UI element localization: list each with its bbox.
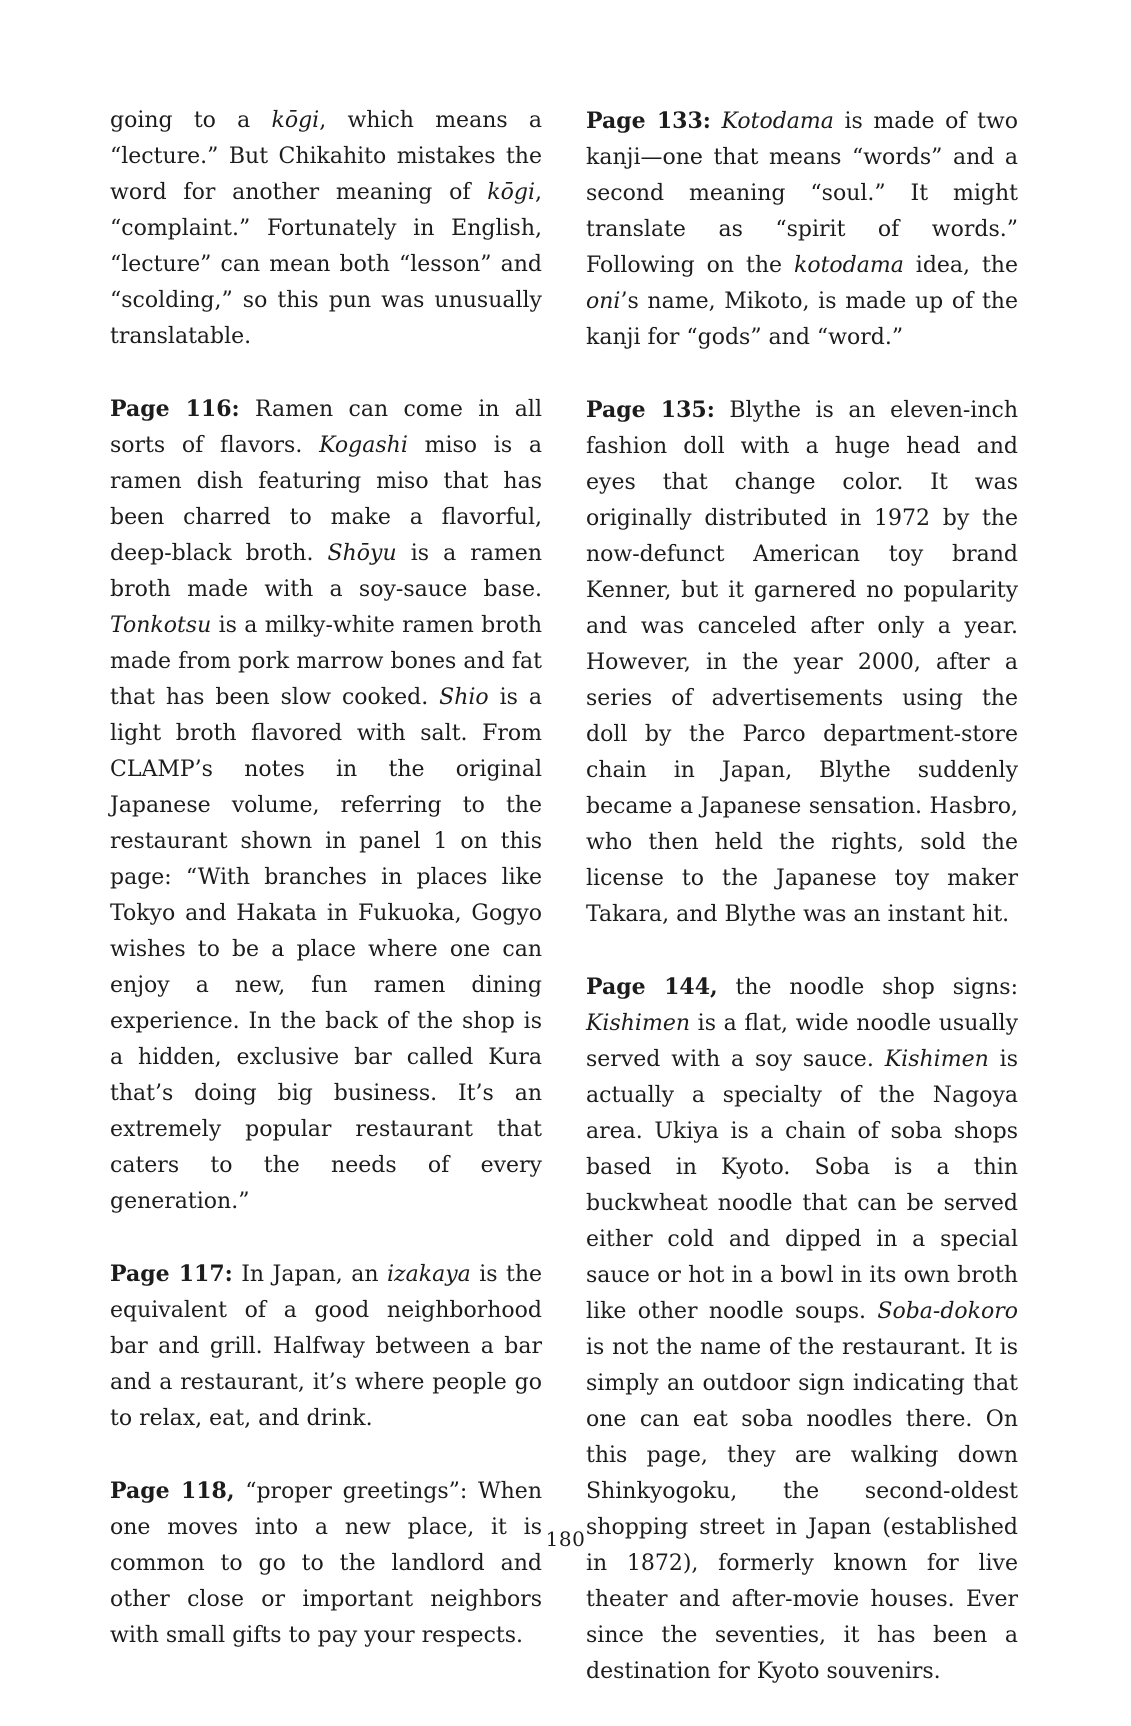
note-text: is a ramen broth made with a soy-sauce base. bbox=[110, 541, 542, 602]
italic-term: oni bbox=[586, 289, 621, 314]
note-page-144 bbox=[586, 969, 1018, 1690]
note-text: In Japan, an bbox=[232, 1262, 387, 1287]
note-text: the noodle shop signs: bbox=[717, 975, 1018, 1000]
note-heading: Page 117: bbox=[110, 1261, 233, 1287]
note-heading: Page 135: bbox=[586, 397, 715, 423]
italic-term: kotodama bbox=[794, 253, 904, 278]
italic-term: izakaya bbox=[387, 1262, 471, 1287]
note-page-133 bbox=[586, 103, 1018, 356]
note-heading: Page 116: bbox=[110, 396, 240, 422]
note-text: , which means a “lecture.” But Chikahito mistakes the word for another meaning of bbox=[110, 108, 542, 205]
note-text bbox=[711, 109, 722, 134]
note-page-118 bbox=[110, 1473, 542, 1654]
note-text: is not the name of the restaurant. It is simply an outdoor sign indicating that one can eat soba noodles there. On this page, they are walking down Shinkyogoku, the second-oldest shopping street in Japan (established in 1872), formerly known for live theater and after-movie houses. Ever since the seventies, it has been a destination for Kyoto souvenirs. bbox=[586, 1335, 1018, 1684]
note-page-117 bbox=[110, 1256, 542, 1437]
italic-term: Kogashi bbox=[319, 433, 408, 458]
note-text: “proper greetings”: When one moves into a new place, it is common to go to the landlord and other close or important neighbors with small gifts to pay your respects. bbox=[110, 1479, 542, 1648]
page-number: 180 bbox=[545, 1527, 586, 1551]
note-text: Ramen can come in all sorts of flavors. bbox=[110, 397, 542, 458]
italic-term: Kishimen bbox=[884, 1047, 989, 1072]
note-text: , “complaint.” Fortunately in English, “lecture” can mean both “lesson” and “scolding,” so this pun was unusually translatable. bbox=[110, 180, 542, 349]
note-text: going to a bbox=[110, 108, 272, 133]
note-text: miso is a ramen dish featuring miso that has been charred to make a flavorful, deep-black broth. bbox=[110, 433, 542, 566]
italic-term: kōgi bbox=[271, 108, 320, 133]
note-text: is a flat, wide noodle usually served with a soy sauce. bbox=[586, 1011, 1018, 1072]
right-column bbox=[586, 103, 1018, 1726]
left-column bbox=[110, 103, 542, 1690]
note-page-135 bbox=[586, 392, 1018, 933]
note-text: is a milky-white ramen broth made from pork marrow bones and fat that has been slow cooked. bbox=[110, 613, 542, 710]
note-text: is a light broth flavored with salt. From CLAMP’s notes in the original Japanese volume, referring to the restaurant shown in panel 1 on this page: “With branches in places like Tokyo and Hakata in Fukuoka, Gogyo wishes to be a place where one can enjoy a new, fun ramen dining experience. In the back of the shop is a hidden, exclusive bar called Kura that’s doing big business. It’s an extremely popular restaurant that caters to the needs of every generation.” bbox=[110, 685, 542, 1214]
italic-term: Soba-dokoro bbox=[877, 1299, 1018, 1324]
italic-term: kōgi bbox=[487, 180, 535, 205]
italic-term: Kotodama bbox=[721, 109, 834, 134]
note-heading: Page 133: bbox=[586, 108, 711, 134]
italic-term: Shio bbox=[439, 685, 489, 710]
italic-term: Kishimen bbox=[586, 1011, 691, 1036]
italic-term: Shōyu bbox=[327, 541, 397, 566]
note-text: ’s name, Mikoto, is made up of the kanji for “gods” and “word.” bbox=[586, 289, 1018, 350]
note-text: is actually a specialty of the Nagoya area. Ukiya is a chain of soba shops based in Kyoto. Soba is a thin buckwheat noodle that can be served either cold and dipped in a special sauce or hot in a bowl in its own broth like other noodle soups. bbox=[586, 1047, 1018, 1324]
note-text: Blythe is an eleven-inch fashion doll with a huge head and eyes that change color. It was originally distributed in 1972 by the now-defunct American toy brand Kenner, but it garnered no popularity and was canceled after only a year. However, in the year 2000, after a series of advertisements using the doll by the Parco department-store chain in Japan, Blythe suddenly became a Japanese sensation. Hasbro, who then held the rights, sold the license to the Japanese toy maker Takara, and Blythe was an instant hit. bbox=[586, 398, 1018, 927]
note-text: idea, the bbox=[903, 253, 1018, 278]
note-text: is made of two kanji—one that means “words” and a second meaning “soul.” It might translate as “spirit of words.” Following on the bbox=[586, 109, 1018, 278]
note-continued-kogi bbox=[110, 103, 542, 355]
note-heading: Page 118, bbox=[110, 1478, 235, 1504]
note-text: is the equivalent of a good neighborhood bar and grill. Halfway between a bar and a restaurant, it’s where people go to relax, eat, and drink. bbox=[110, 1262, 543, 1431]
italic-term: Tonkotsu bbox=[110, 613, 212, 638]
note-page-116 bbox=[110, 391, 542, 1220]
note-heading: Page 144, bbox=[586, 974, 718, 1000]
